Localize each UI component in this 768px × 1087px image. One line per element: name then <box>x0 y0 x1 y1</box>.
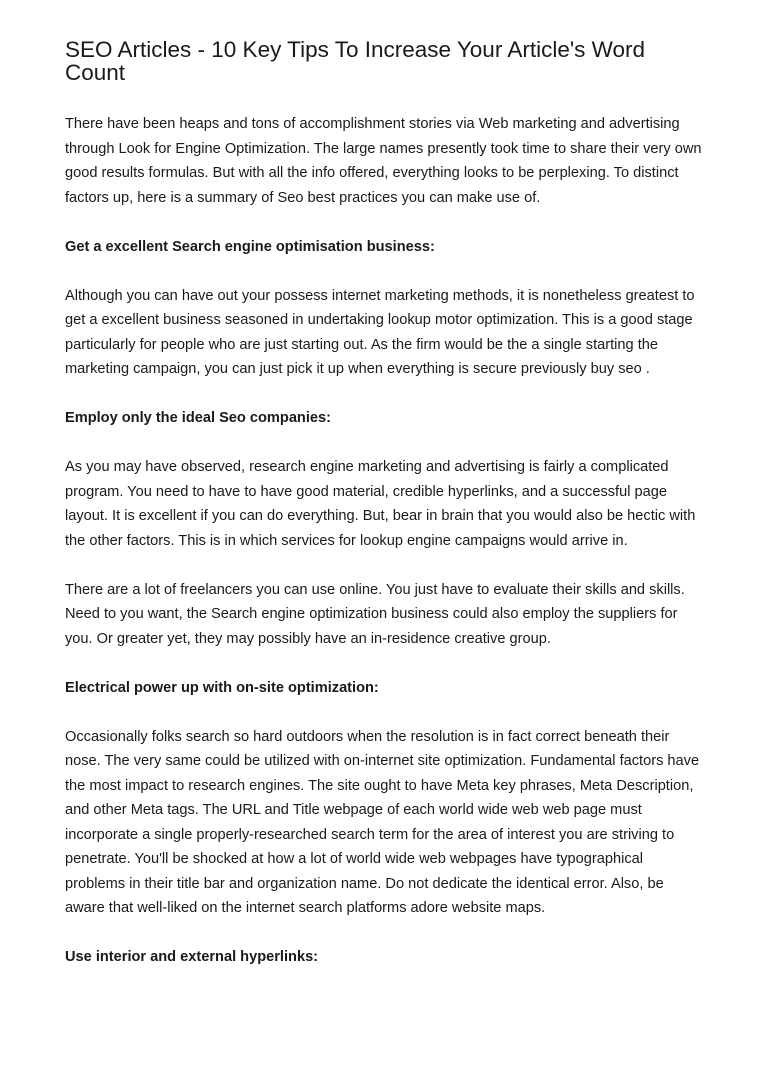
paragraph-seo-business: Although you can have out your possess internet marketing methods, it is nonetheless greatest to get a excellent business seasoned in undertaking lookup motor optimization. This is a good stage particularly for people who are just starting out. As the firm would be the a single starting the marketing campaign, you can just pick it up when everything is secure previously buy seo . <box>65 287 695 377</box>
section-heading-hyperlinks: Use interior and external hyperlinks: <box>65 949 319 965</box>
paragraph-on-site: Occasionally folks search so hard outdoors when the resolution is in fact correct beneath their nose. The very same could be utilized with on-internet site optimization. Fundamental factors have the most impact to research engines. The site ought to have Meta key phrases, Meta Description, and other Meta tags. The URL and Title webpage of each world wide web web page must incorporate a single properly-researched search term for the area of interest you are striving to penetrate. You'll be shocked at how a lot of world wide web webpages have typographical problems in their title bar and organization name. Do not dedicate the identical error. Also, be aware that well-liked on the internet search platforms adore website maps. <box>65 728 700 916</box>
spacer <box>65 210 705 235</box>
paragraph-freelancers: There are a lot of freelancers you can use online. You just have to evaluate their skills and skills. Need to you want, the Search engine optimization business could also employ the suppliers for you. Or greater yet, they may possibly have an in-residence creative group. <box>65 581 685 647</box>
spacer <box>65 553 705 578</box>
section-heading-seo-companies: Employ only the ideal Seo companies: <box>65 410 331 426</box>
spacer <box>65 431 705 456</box>
spacer <box>65 651 705 676</box>
spacer <box>65 382 705 407</box>
document-page <box>65 38 705 970</box>
section-heading-on-site: Electrical power up with on-site optimization: <box>65 679 379 696</box>
document-title: SEO Articles - 10 Key Tips To Increase Your Article's Word Count <box>65 37 645 85</box>
spacer <box>65 700 705 725</box>
spacer <box>65 921 705 946</box>
paragraph-intro: There have been heaps and tons of accomplishment stories via Web marketing and advertising through Look for Engine Optimization. The large names presently took time to share their very own good results formulas. But with all the info offered, everything looks to be perplexing. To distinct factors up, here is a summary of Seo best practices you can make use of. <box>65 116 702 206</box>
spacer <box>65 259 705 284</box>
spacer <box>65 84 705 112</box>
section-heading-seo-business: Get a excellent Search engine optimisation business: <box>65 238 435 255</box>
paragraph-seo-companies: As you may have observed, research engine marketing and advertising is fairly a complicated program. You need to have to have good material, credible hyperlinks, and a successful page layout. It is excellent if you can do everything. But, bear in brain that you would also be hectic with the other factors. This is in which services for lookup engine campaigns would arrive in. <box>65 459 696 549</box>
